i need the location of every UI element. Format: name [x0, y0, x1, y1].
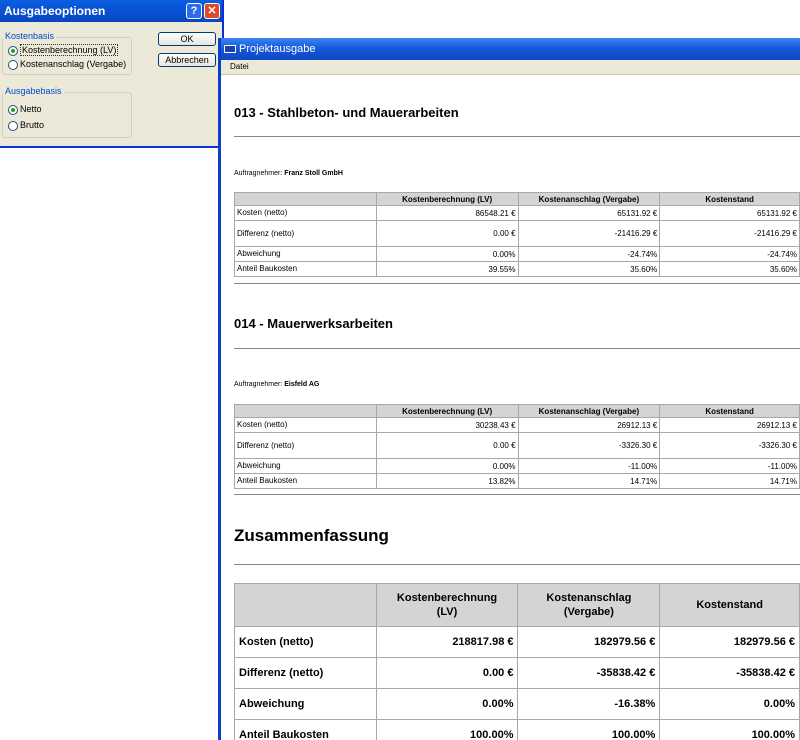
header-empty	[235, 405, 377, 418]
ausgabeoptionen-dialog	[0, 0, 224, 148]
cell-value: 0.00%	[660, 689, 800, 720]
table-row	[235, 627, 800, 658]
kostenbasis-legend: Kostenbasis	[5, 31, 55, 41]
cell-value: -11.00%	[518, 459, 660, 474]
column-header: Kostenstand	[660, 584, 800, 627]
radio-kostenanschlag[interactable]	[8, 58, 126, 70]
column-header: Kostenanschlag (Vergabe)	[518, 405, 660, 418]
divider	[234, 494, 800, 495]
table-row	[235, 459, 800, 474]
window-titlebar[interactable]	[221, 38, 800, 60]
radio-label: Kostenberechnung (LV)	[22, 45, 117, 55]
column-header	[376, 584, 518, 627]
menubar	[221, 60, 800, 75]
cell-value: 65131.92 €	[660, 206, 800, 221]
help-button[interactable]: ?	[186, 3, 202, 19]
row-label: Abweichung	[235, 459, 377, 474]
row-label	[235, 221, 377, 247]
row-label: Kosten (netto)	[235, 206, 377, 221]
cell-value: 26912.13 €	[518, 418, 660, 433]
table-header-row	[235, 405, 800, 418]
cell-value: -35838.42 €	[518, 658, 660, 689]
contractor-label: Auftragnehmer:	[234, 170, 283, 177]
contractor-label: Auftragnehmer:	[234, 381, 283, 388]
cell-value: -11.00%	[660, 459, 800, 474]
header-empty	[235, 584, 377, 627]
column-header-text: Kostenberechnung (LV)	[396, 592, 498, 618]
cell-value: 86548.21 €	[376, 206, 518, 221]
radio-brutto[interactable]	[8, 119, 44, 131]
cancel-button[interactable]: Abbrechen	[158, 53, 216, 67]
dialog-title: Ausgabeoptionen	[4, 4, 106, 18]
cell-value: 100.00%	[376, 720, 518, 740]
cell-value: -16.38%	[518, 689, 660, 720]
contractor-013	[234, 170, 343, 177]
row-label: Kosten (netto)	[235, 627, 377, 658]
row-label: Kosten (netto)	[235, 418, 377, 433]
radio-kostenberechnung[interactable]	[8, 44, 118, 56]
cell-value: 0.00 €	[376, 433, 518, 459]
column-header: Kostenstand	[660, 405, 800, 418]
table-row	[235, 206, 800, 221]
table-row	[235, 720, 800, 740]
row-label: Abweichung	[235, 689, 377, 720]
ok-button[interactable]: OK	[158, 32, 216, 46]
cell-value: -21416.29 €	[660, 221, 800, 247]
radio-selected-icon	[8, 46, 18, 56]
divider	[234, 348, 800, 349]
cell-value: -24.74%	[518, 247, 660, 262]
kostenbasis-group	[2, 31, 132, 75]
table-row	[235, 474, 800, 489]
cell-value: 35.60%	[660, 262, 800, 277]
cell-value: 218817.98 €	[376, 627, 518, 658]
radio-label: Brutto	[20, 120, 45, 130]
contractor-name: Eisfeld AG	[284, 381, 320, 388]
row-label-text: Differenz (netto)	[237, 228, 295, 238]
radio-unselected-icon	[8, 121, 18, 131]
ausgabebasis-group	[2, 86, 132, 138]
table-header-row	[235, 193, 800, 206]
cell-value: 26912.13 €	[660, 418, 800, 433]
row-label	[235, 433, 377, 459]
ausgabebasis-legend: Ausgabebasis	[5, 86, 62, 96]
table-row	[235, 221, 800, 247]
summary-table	[234, 583, 800, 740]
row-label: Anteil Baukosten	[235, 262, 377, 277]
cell-value: 0.00 €	[376, 221, 518, 247]
report-content	[221, 75, 800, 740]
cell-value: 14.71%	[518, 474, 660, 489]
cell-value: -24.74%	[660, 247, 800, 262]
contractor-014	[234, 381, 319, 388]
table-row	[235, 247, 800, 262]
menu-datei[interactable]: Datei	[230, 62, 249, 71]
cell-value: -3326.30 €	[518, 433, 660, 459]
window-title: Projektausgabe	[239, 43, 316, 55]
column-header-text: Kostenanschlag (Vergabe)	[546, 592, 632, 618]
projektausgabe-window	[218, 38, 800, 740]
table-row	[235, 418, 800, 433]
cell-value: 35.60%	[518, 262, 660, 277]
row-label: Anteil Baukosten	[235, 720, 377, 740]
cell-value: -21416.29 €	[518, 221, 660, 247]
divider	[234, 136, 800, 137]
cell-value: 100.00%	[660, 720, 800, 740]
table-row	[235, 433, 800, 459]
section-heading-013: 013 - Stahlbeton- und Mauerarbeiten	[234, 105, 459, 120]
dialog-titlebar[interactable]	[0, 0, 222, 22]
summary-heading: Zusammenfassung	[234, 526, 389, 545]
cell-value: 182979.56 €	[660, 627, 800, 658]
row-label: Anteil Baukosten	[235, 474, 377, 489]
section-heading-014: 014 - Mauerwerksarbeiten	[234, 316, 393, 331]
row-label: Abweichung	[235, 247, 377, 262]
cell-value: 0.00%	[376, 689, 518, 720]
table-header-row	[235, 584, 800, 627]
cell-value: 182979.56 €	[518, 627, 660, 658]
cell-value: -35838.42 €	[660, 658, 800, 689]
cell-value: 0.00 €	[376, 658, 518, 689]
row-label: Differenz (netto)	[235, 658, 377, 689]
table-row	[235, 658, 800, 689]
column-header	[518, 584, 660, 627]
table-row	[235, 262, 800, 277]
app-icon	[224, 45, 236, 53]
cost-table-014	[234, 404, 800, 489]
radio-unselected-icon	[8, 60, 18, 70]
column-header: Kostenanschlag (Vergabe)	[518, 193, 660, 206]
row-label-text: Differenz (netto)	[237, 440, 295, 450]
column-header: Kostenberechnung (LV)	[376, 405, 518, 418]
table-row	[235, 689, 800, 720]
cell-value: 30238.43 €	[376, 418, 518, 433]
cost-table-013	[234, 192, 800, 277]
radio-label: Netto	[20, 104, 42, 114]
header-empty	[235, 193, 377, 206]
contractor-name: Franz Stoll GmbH	[284, 170, 343, 177]
radio-netto[interactable]	[8, 103, 42, 115]
cell-value: 100.00%	[518, 720, 660, 740]
radio-selected-icon	[8, 105, 18, 115]
cell-value: 13.82%	[376, 474, 518, 489]
divider	[234, 283, 800, 284]
cell-value: -3326.30 €	[660, 433, 800, 459]
column-header: Kostenstand	[660, 193, 800, 206]
cell-value: 39.55%	[376, 262, 518, 277]
radio-label: Kostenanschlag (Vergabe)	[20, 59, 127, 69]
column-header: Kostenberechnung (LV)	[376, 193, 518, 206]
cell-value: 65131.92 €	[518, 206, 660, 221]
cell-value: 0.00%	[376, 247, 518, 262]
cell-value: 0.00%	[376, 459, 518, 474]
cell-value: 14.71%	[660, 474, 800, 489]
divider	[234, 564, 800, 565]
close-button[interactable]: ✕	[204, 3, 220, 19]
